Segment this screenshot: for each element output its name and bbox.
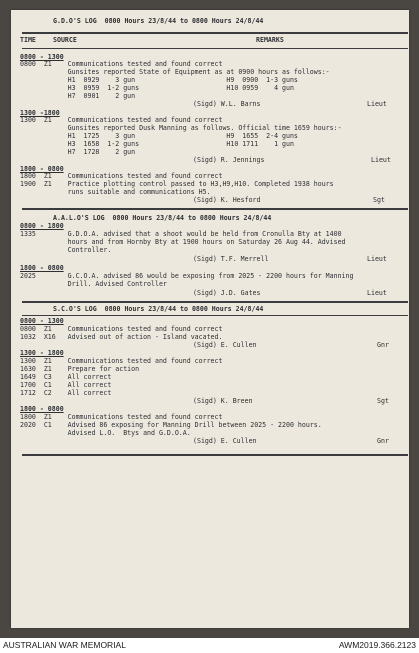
log-line: 0800 Z1 Communications tested and found correct	[20, 325, 223, 333]
section-divider	[22, 301, 408, 303]
signature-rank: Sgt	[373, 196, 385, 204]
signature-rank: Lieut	[371, 156, 391, 164]
log-line: 1800 Z1 Communications tested and found correct	[20, 413, 223, 421]
signature: (Sigd) E. Cullen	[193, 341, 257, 349]
time-group-1800-0800: 1800 - 0800	[20, 165, 64, 173]
signature: (Sigd) J.D. Gates	[193, 289, 261, 297]
log-title-sco: S.C.O'S LOG 0800 Hours 23/8/44 to 0800 Hours 24/8/44	[53, 305, 264, 313]
time-group-1800-0800: 1800 - 0800	[20, 264, 64, 272]
signature: (Sigd) K. Hesford	[193, 196, 261, 204]
log-line: 1800 Z1 Communications tested and found correct	[20, 172, 223, 180]
footer-institution: AUSTRALIAN WAR MEMORIAL	[3, 640, 126, 650]
footer-accession-number: AWM2019.366.2123	[338, 640, 416, 650]
log-line: 2025 G.C.O.A. advised 86 would be exposing from 2025 - 2200 hours for Manning	[20, 272, 354, 280]
header-rule-top	[22, 32, 408, 34]
log-line: 0800 Z1 Communications tested and found correct	[20, 60, 223, 68]
log-line: 1700 C1 All correct	[20, 381, 112, 389]
time-group-0800-1300: 0800 - 1300	[20, 317, 64, 325]
signature-rank: Gnr	[377, 437, 389, 445]
log-line: 1300 Z1 Communications tested and found correct	[20, 357, 223, 365]
log-line: H1 0929 3 gun H9 0900 1-3 guns	[20, 76, 298, 84]
section-rule	[22, 315, 408, 316]
section-divider	[22, 208, 408, 210]
log-line: Drill. Advised Controller	[20, 280, 167, 288]
log-line: 2020 C1 Advised 86 exposing for Manning Drill between 2025 - 2200 hours.	[20, 421, 322, 429]
log-line: 1032 X16 Advised out of action - Island vacated.	[20, 333, 223, 341]
section-divider	[22, 454, 408, 456]
signature-rank: Lieut	[367, 289, 387, 297]
log-line: runs suitable and communications H5.	[20, 188, 211, 196]
time-group-1300-1800: 1300 - 1800	[20, 349, 64, 357]
footer-bar	[0, 638, 419, 653]
log-line: Gunsites reported Dusk Manning as follows. Official time 1659 hours:-	[20, 124, 342, 132]
log-line: 1712 C2 All correct	[20, 389, 112, 397]
signature: (Sigd) K. Breen	[193, 397, 253, 405]
log-line: 1630 Z1 Prepare for action	[20, 365, 140, 373]
log-line: Controller.	[20, 246, 112, 254]
log-title-gdo: G.D.O'S LOG 0800 Hours 23/8/44 to 0800 Hours 24/8/44	[53, 17, 264, 25]
signature: (Sigd) R. Jennings	[193, 156, 265, 164]
time-group-1300-1800: 1300 -1800	[20, 109, 60, 117]
log-line: Gunsites reported State of Equipment as at 0900 hours as follows:-	[20, 68, 330, 76]
log-line: H7 0901 2 gun	[20, 92, 136, 100]
log-line: H7 1728 2 gun	[20, 148, 136, 156]
signature: (Sigd) T.F. Merrell	[193, 255, 269, 263]
log-line: H1 1725 3 gun H9 1655 2-4 guns	[20, 132, 298, 140]
log-line: 1900 Z1 Practice plotting control passed to H3,H9,H10. Completed 1938 hours	[20, 180, 334, 188]
log-line: 1335 G.D.O.A. advised that a shoot would be held from Cronulla Bty at 1400	[20, 230, 342, 238]
column-header-source: SOURCE	[53, 36, 77, 44]
log-title-aalo: A.A.L.O'S LOG 0800 Hours 23/8/44 to 0800 Hours 24/8/44	[53, 214, 272, 222]
signature-rank: Gnr	[377, 341, 389, 349]
time-group-0800-1800: 0800 - 1800	[20, 222, 64, 230]
signature: (Sigd) E. Cullen	[193, 437, 257, 445]
signature-rank: Lieut	[367, 100, 387, 108]
signature-rank: Sgt	[377, 397, 389, 405]
signature: (Sigd) W.L. Barns	[193, 100, 261, 108]
log-line: H3 0959 1-2 guns H10 0959 4 gun	[20, 84, 294, 92]
time-group-0800-1300: 0800 - 1300	[20, 53, 64, 61]
log-line: 1300 Z1 Communications tested and found correct	[20, 116, 223, 124]
log-line: 1649 C3 All correct	[20, 373, 112, 381]
column-header-remarks: REMARKS	[256, 36, 284, 44]
log-line: H3 1658 1-2 guns H10 1711 1 gun	[20, 140, 294, 148]
log-line: hours and from Hornby Bty at 1900 hours on Saturday 26 Aug 44. Advised	[20, 238, 346, 246]
time-group-1800-0800: 1800 - 0800	[20, 405, 64, 413]
document-page	[11, 10, 409, 628]
column-header-time: TIME	[20, 36, 36, 44]
header-rule-bottom	[22, 48, 408, 49]
log-line: Advised L.O. Btys and G.D.O.A.	[20, 429, 191, 437]
signature-rank: Lieut	[367, 255, 387, 263]
